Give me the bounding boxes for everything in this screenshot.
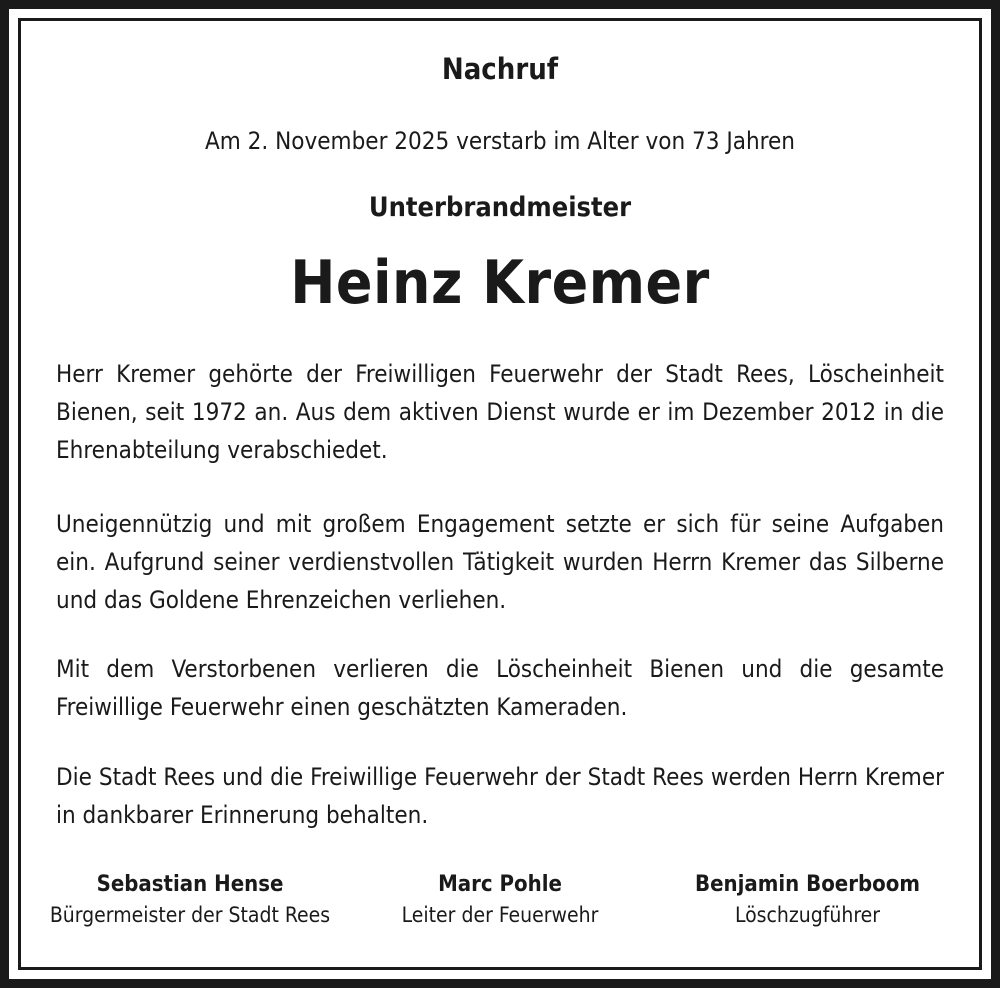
paragraph-loss: Mit dem Verstorbenen verlieren die Löscheinheit Bienen und die gesamte Freiwillige Feuerwehr einen geschätzten Kameraden. [56, 655, 944, 721]
signatory-role: Löschzugführer [734, 903, 881, 927]
deceased-name: Heinz Kremer [290, 248, 710, 318]
signatory-role: Bürgermeister der Stadt Rees [49, 903, 331, 927]
paragraph-membership: Herr Kremer gehörte der Freiwilligen Feuerwehr der Stadt Rees, Löscheinheit Bienen, seit 1972 an. Aus dem aktiven Dienst wurde er im Dezember 2012 in die Ehrenabteilung verabschiedet. [56, 360, 944, 464]
signatory-name: Sebastian Hense [96, 872, 284, 897]
paragraph-remembrance: Die Stadt Rees und die Freiwillige Feuerwehr der Stadt Rees werden Herrn Kremer in dankbarer Erinnerung behalten. [56, 763, 944, 829]
death-notice-line: Am 2. November 2025 verstarb im Alter von 73 Jahren [205, 127, 795, 155]
obituary-heading: Nachruf [441, 52, 559, 86]
signature-fire-chief [350, 872, 650, 927]
signatory-name: Marc Pohle [438, 872, 562, 897]
signatory-role: Leiter der Feuerwehr [401, 903, 599, 927]
signature-platoon-leader [655, 872, 960, 927]
signatory-name: Benjamin Boerboom [695, 872, 920, 897]
signature-mayor [40, 872, 340, 927]
paragraph-engagement: Uneigennützig und mit großem Engagement setzte er sich für seine Aufgaben ein. Aufgrund seiner verdienstvollen Tätigkeit wurden Herrn Kremer das Silberne und das Goldene Ehrenzeichen verliehen. [56, 510, 944, 614]
signature-block [0, 872, 1000, 942]
rank-title: Unterbrandmeister [368, 192, 632, 223]
